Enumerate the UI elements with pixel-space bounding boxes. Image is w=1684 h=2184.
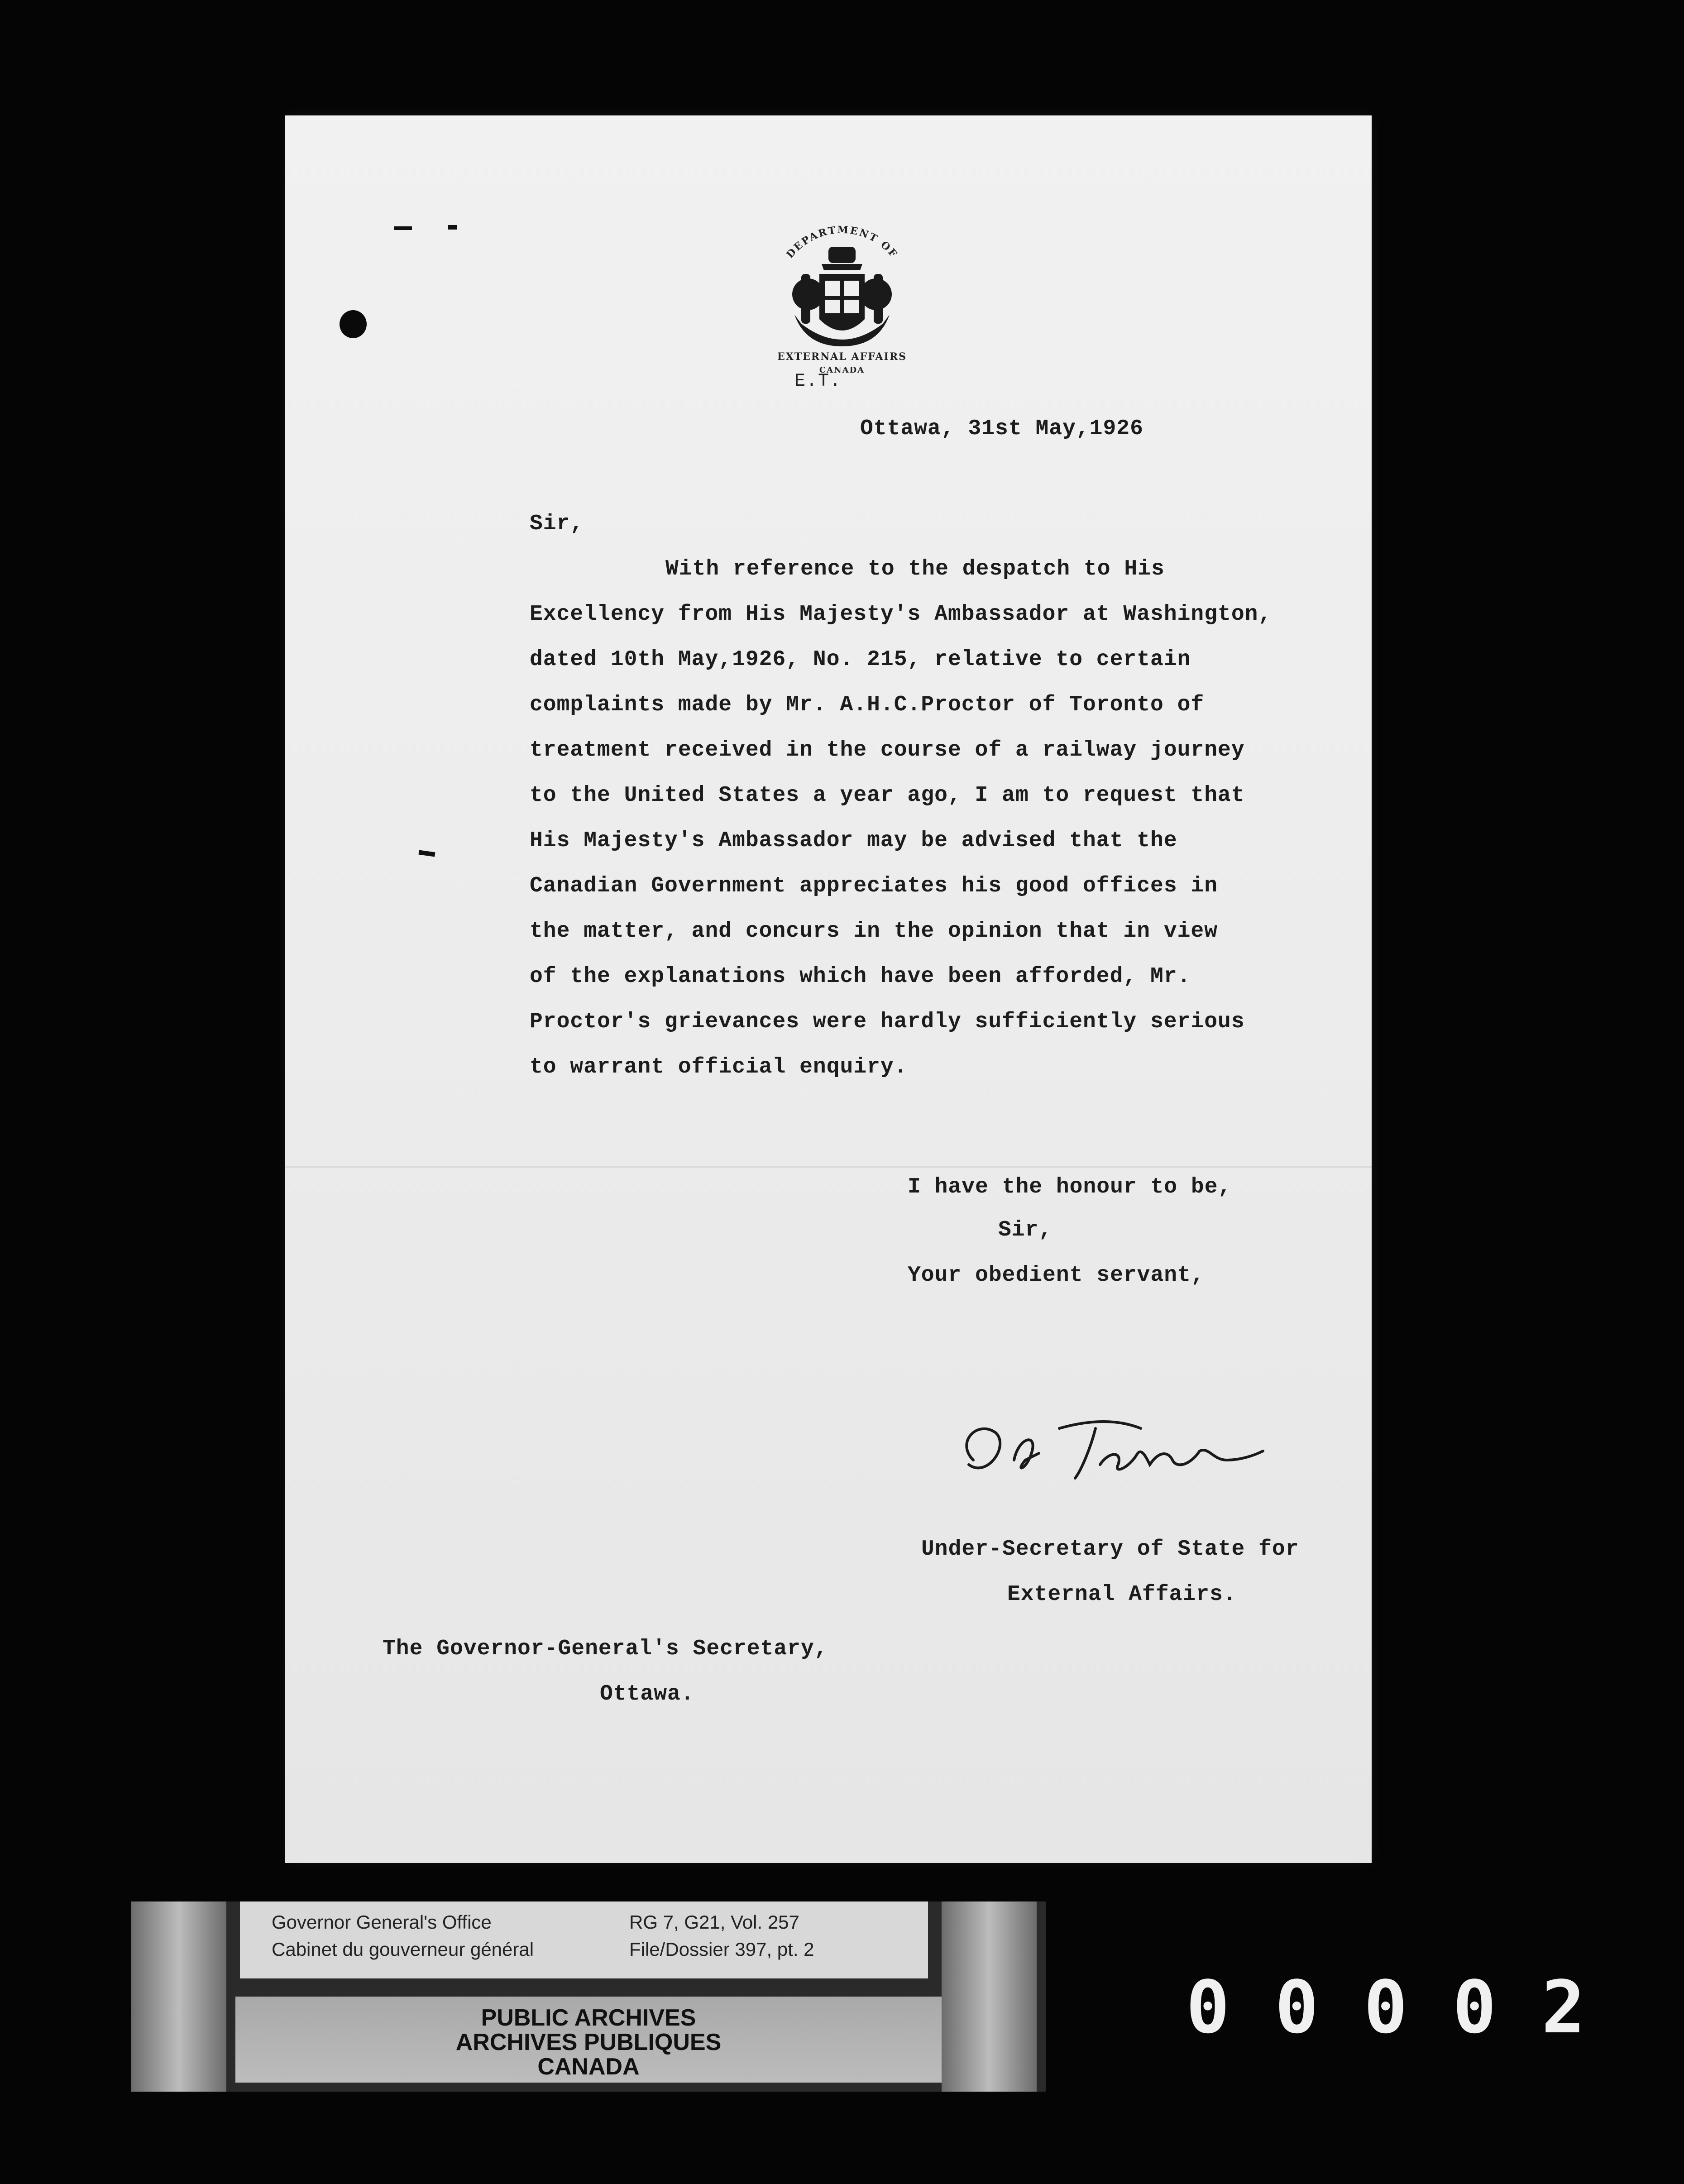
archives-stamp (235, 1997, 942, 2083)
margin-mark (394, 226, 412, 230)
body-line: Canadian Government appreciates his good offices in (530, 874, 1218, 898)
punch-hole (340, 310, 367, 338)
label-clip-left (131, 1901, 226, 2092)
body-line: His Majesty's Ambassador may be advised that the (530, 829, 1177, 853)
letterhead-department: EXTERNAL AFFAIRS (777, 351, 907, 363)
date-line: Ottawa, 31st May,1926 (860, 417, 1143, 441)
body-line: With reference to the despatch to His (665, 557, 1165, 581)
closing-sir: Sir, (998, 1218, 1052, 1242)
body-line: to the United States a year ago, I am to request that (530, 783, 1245, 808)
addressee-city: Ottawa. (600, 1682, 694, 1706)
closing-honour: I have the honour to be, (908, 1175, 1232, 1199)
signatory-title: Under-Secretary of State for (921, 1537, 1299, 1561)
reference-initials: E.T. (794, 371, 842, 392)
office-english: Governor General's Office (272, 1911, 492, 1933)
signatory-department: External Affairs. (1007, 1582, 1237, 1607)
salutation: Sir, (530, 512, 584, 536)
body-line: treatment received in the course of a railway journey (530, 738, 1245, 762)
margin-mark (418, 850, 435, 857)
office-french: Cabinet du gouverneur général (272, 1939, 534, 1960)
archives-english: PUBLIC ARCHIVES (481, 2005, 696, 2031)
record-group: RG 7, G21, Vol. 257 (629, 1911, 799, 1933)
file-reference: File/Dossier 397, pt. 2 (629, 1939, 814, 1960)
archive-reference-label (240, 1901, 928, 1978)
body-line: complaints made by Mr. A.H.C.Proctor of Toronto of (530, 693, 1205, 717)
signature (946, 1401, 1272, 1501)
addressee: The Governor-General's Secretary, (383, 1637, 828, 1661)
letterhead-country: CANADA (819, 365, 865, 375)
frame-number: 00002 (1186, 1965, 1631, 2050)
archives-french: ARCHIVES PUBLIQUES (455, 2029, 722, 2055)
svg-text:DEPARTMENT OF: DEPARTMENT OF (784, 224, 900, 261)
archive-label-strip (131, 1901, 1046, 2092)
archives-country: CANADA (537, 2054, 640, 2080)
closing-servant: Your obedient servant, (908, 1263, 1205, 1288)
label-clip-right (942, 1901, 1037, 2092)
body-line: Excellency from His Majesty's Ambassador at Washington, (530, 602, 1272, 627)
margin-mark (448, 225, 457, 230)
letter-page (285, 115, 1372, 1863)
body-line: of the explanations which have been afforded, Mr. (530, 964, 1191, 989)
page-fold (285, 1166, 1372, 1168)
body-line: the matter, and concurs in the opinion that in view (530, 919, 1218, 944)
body-line: dated 10th May,1926, No. 215, relative to certain (530, 647, 1191, 672)
body-line: Proctor's grievances were hardly sufficiently serious (530, 1010, 1245, 1034)
body-line: to warrant official enquiry. (530, 1055, 908, 1079)
